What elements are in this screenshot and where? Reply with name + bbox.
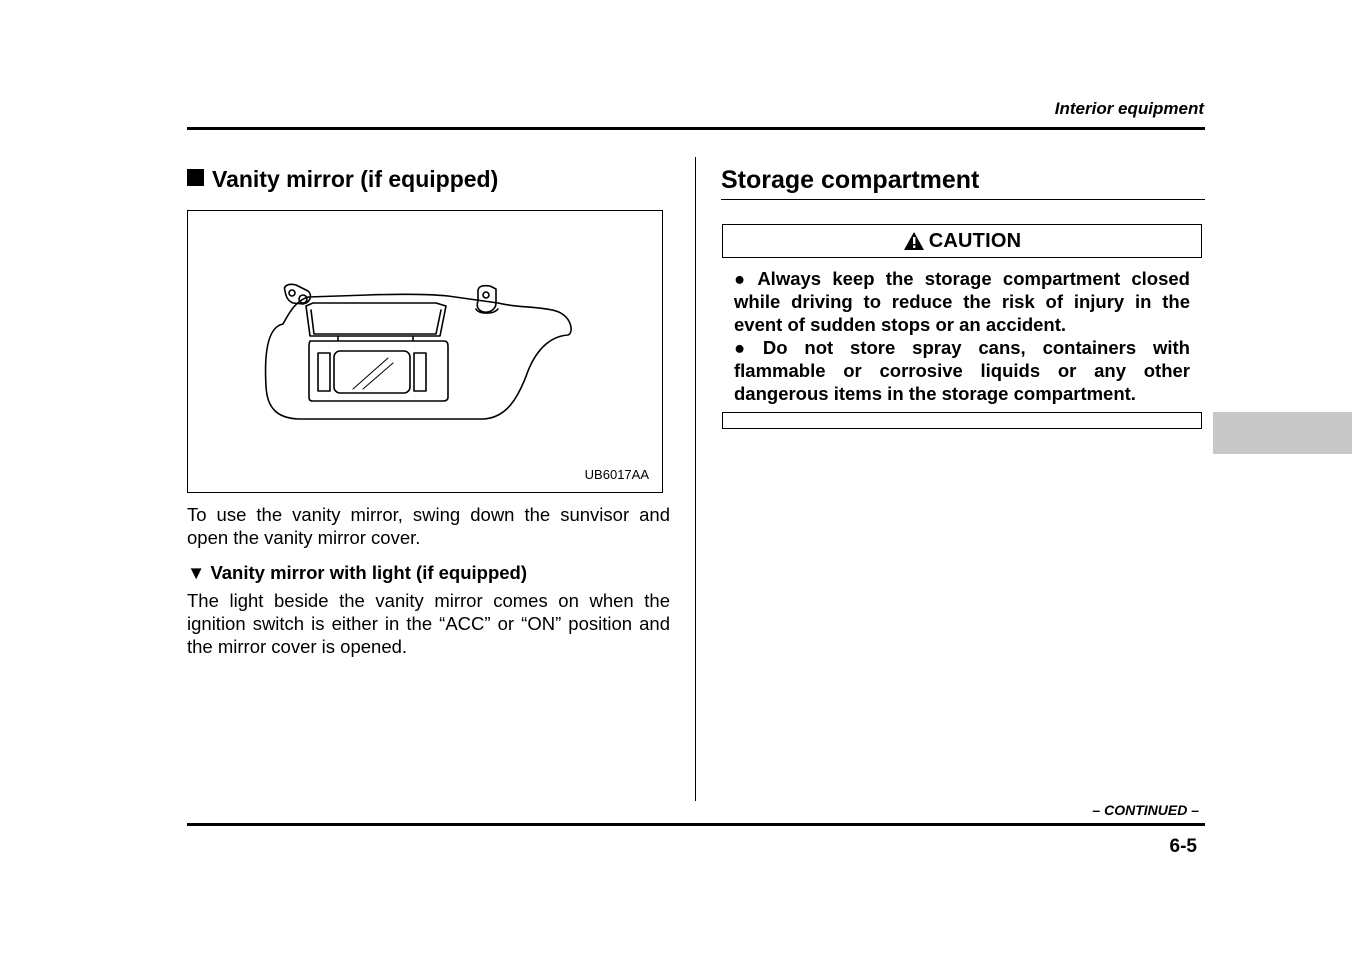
chapter-thumb-tab: [1213, 412, 1352, 454]
triangle-down-icon: ▼: [187, 562, 206, 583]
bullet-dot-icon: ●: [734, 337, 757, 358]
vanity-mirror-light-description: The light beside the vanity mirror comes on when the ignition switch is either in the “ACC” or “ON” position and the mirror cover is opened.: [187, 590, 670, 657]
continued-note: – CONTINUED –: [1092, 802, 1199, 818]
caution-item-text: Always keep the storage compartment closed while driving to reduce the risk of injury in the event of sudden stops or an accident.: [734, 268, 1190, 335]
page-number: 6-5: [1169, 836, 1197, 857]
storage-compartment-title: Storage compartment: [721, 166, 980, 194]
caution-item-text: Do not store spray cans, containers with flammable or corrosive liquids or any other dangerous items in the storage compartment.: [734, 337, 1190, 404]
warning-triangle-icon: [903, 231, 925, 251]
running-header-title: Interior equipment: [1054, 99, 1204, 118]
bullet-dot-icon: ●: [734, 268, 752, 289]
vanity-mirror-instructions: To use the vanity mirror, swing down the sunvisor and open the vanity mirror cover.: [187, 504, 670, 548]
vanity-mirror-light-subheading: [187, 562, 527, 584]
sunvisor-figure: [187, 210, 663, 493]
storage-title-rule: [721, 199, 1205, 200]
column-divider: [695, 157, 696, 801]
square-bullet-icon: [187, 169, 204, 186]
header-rule: [187, 127, 1205, 130]
vanity-mirror-heading: [187, 166, 498, 193]
footer-rule: [187, 823, 1205, 826]
caution-item: [734, 336, 1190, 405]
vanity-mirror-light-subheading-text: Vanity mirror with light (if equipped): [210, 562, 528, 583]
vanity-mirror-heading-text: Vanity mirror (if equipped): [212, 166, 499, 192]
caution-label: CAUTION: [928, 229, 1022, 252]
figure-caption: UB6017AA: [584, 467, 649, 482]
caution-end-box: [722, 412, 1202, 429]
sunvisor-illustration: [188, 211, 664, 494]
caution-header-box: [722, 224, 1202, 258]
caution-list: [734, 267, 1190, 405]
caution-item: [734, 267, 1190, 336]
